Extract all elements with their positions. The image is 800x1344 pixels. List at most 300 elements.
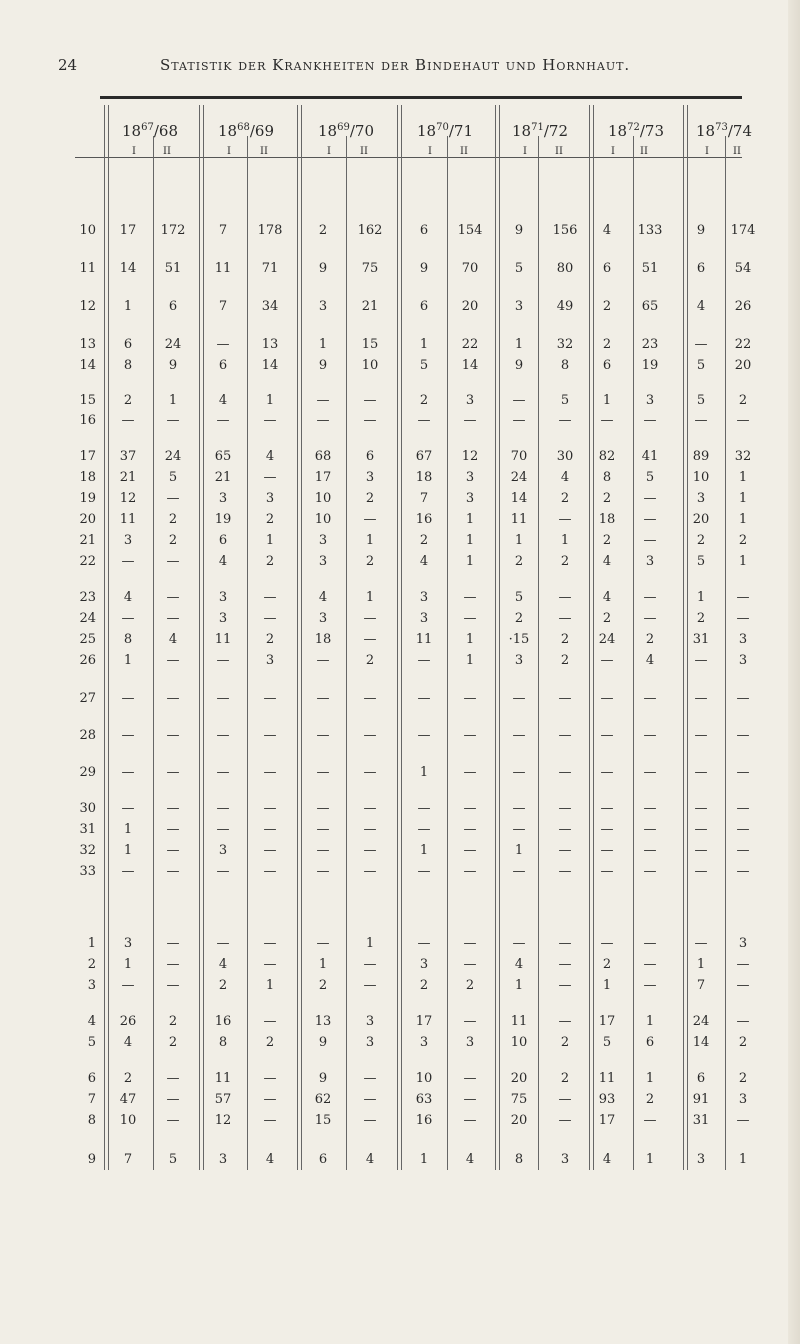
table-cell: 2 [560,1035,570,1050]
table-cell: 9 [318,358,328,373]
table-cell: — [216,936,230,951]
table-cell: 1 [696,957,706,972]
table-cell: — [643,801,657,816]
table-cell: 2 [265,554,275,569]
table-cell: 4 [602,223,612,238]
table-cell: — [512,765,526,780]
table-cell: 26 [119,1014,137,1029]
table-cell: 3 [419,1035,429,1050]
table-cell: 7 [696,978,706,993]
table-cell: — [463,864,477,879]
table-cell: 4 [218,554,228,569]
page-number: 24 [58,56,78,74]
table-cell: 37 [119,449,137,464]
table-cell: 1 [123,843,133,858]
table-cell: 6 [168,299,178,314]
table-cell: — [121,978,135,993]
table-cell: 8 [218,1035,228,1050]
table-cell: 1 [738,554,748,569]
table-cell: 9 [514,358,524,373]
table-cell: 9 [318,1035,328,1050]
table-cell: 3 [218,1152,228,1167]
table-cell: 21 [119,470,137,485]
table-cell: — [736,611,750,626]
table-cell: — [736,691,750,706]
table-cell: 63 [415,1092,433,1107]
table-cell: 4 [696,299,706,314]
table-cell: 3 [465,491,475,506]
row-label: 23 [79,590,96,605]
table-cell: 68 [314,449,332,464]
table-cell: 12 [461,449,479,464]
table-cell: 82 [598,449,616,464]
table-cell: — [643,864,657,879]
table-cell: 3 [560,1152,570,1167]
table-cell: 14 [461,358,479,373]
table-cell: — [694,337,708,352]
table-cell: 2 [265,1035,275,1050]
table-cell: — [263,936,277,951]
table-cell: — [363,864,377,879]
table-cell: 3 [365,1014,375,1029]
table-cell: 3 [419,957,429,972]
table-cell: 8 [123,632,133,647]
year-header: $18^{68}/69$ [218,122,274,140]
table-cell: 3 [696,1152,706,1167]
table-cell: 75 [361,261,379,276]
table-cell: 14 [119,261,137,276]
table-cell: 4 [265,1152,275,1167]
table-cell: 4 [465,1152,475,1167]
table-cell: 1 [645,1071,655,1086]
table-cell: 5 [168,470,178,485]
table-cell: — [643,512,657,527]
table-cell: — [558,728,572,743]
table-cell: — [417,413,431,428]
table-cell: — [643,413,657,428]
table-cell: 65 [641,299,659,314]
table-cell: 2 [419,533,429,548]
table-cell: — [736,801,750,816]
table-cell: — [417,822,431,837]
table-cell: 34 [261,299,279,314]
table-cell: — [263,822,277,837]
table-cell: 91 [692,1092,710,1107]
table-cell: 3 [465,1035,475,1050]
row-label: 4 [87,1014,96,1029]
table-cell: 3 [738,936,748,951]
table-cell: 8 [602,470,612,485]
row-label: 13 [79,337,96,352]
table-cell: — [166,1113,180,1128]
row-label: 8 [87,1113,96,1128]
table-cell: 14 [692,1035,710,1050]
table-cell: — [558,1113,572,1128]
table-cell: — [216,801,230,816]
table-cell: — [512,801,526,816]
table-cell: 1 [465,632,475,647]
table-cell: 20 [734,358,752,373]
table-cell: — [316,413,330,428]
table-cell: 4 [560,470,570,485]
table-cell: 2 [365,491,375,506]
table-cell: 1 [265,393,275,408]
table-cell: — [463,611,477,626]
table-cell: — [512,413,526,428]
table-cell: 11 [214,632,232,647]
table-cell: — [736,413,750,428]
table-cell: — [166,590,180,605]
table-cell: 1 [514,843,524,858]
table-cell: — [417,653,431,668]
table-cell: — [363,393,377,408]
table-cell: — [363,1071,377,1086]
table-cell: 3 [645,393,655,408]
table-cell: 3 [465,393,475,408]
table-cell: 6 [696,1071,706,1086]
table-cell: — [558,1092,572,1107]
row-label: 19 [79,491,96,506]
row-label: 27 [79,691,96,706]
table-cell: 2 [602,299,612,314]
table-cell: 1 [168,393,178,408]
table-cell: — [558,512,572,527]
table-cell: 2 [645,1092,655,1107]
table-cell: 3 [218,491,228,506]
table-cell: 3 [696,491,706,506]
row-label: 7 [87,1092,96,1107]
table-cell: — [463,765,477,780]
table-cell: 3 [318,554,328,569]
row-label: 18 [79,470,96,485]
row-label: 2 [87,957,96,972]
table-cell: — [558,843,572,858]
table-cell: 5 [514,261,524,276]
table-cell: 7 [419,491,429,506]
page-title: Statistik der Krankheiten der Bindehaut und Hornhaut. [160,56,631,74]
table-cell: 21 [361,299,379,314]
table-cell: — [736,1113,750,1128]
table-cell: — [363,611,377,626]
table-cell: — [463,1113,477,1128]
table-cell: 1 [738,1152,748,1167]
table-cell: 10 [314,491,332,506]
table-cell: 3 [738,653,748,668]
table-cell: — [316,864,330,879]
table-cell: — [121,611,135,626]
table-cell: 19 [641,358,659,373]
table-cell: — [216,691,230,706]
table-cell: 89 [692,449,710,464]
table-cell: — [316,691,330,706]
table-cell: 6 [419,299,429,314]
table-cell: — [694,864,708,879]
table-cell: 1 [465,554,475,569]
table-cell: 1 [265,978,275,993]
table-cell: 1 [514,337,524,352]
table-cell: 2 [168,533,178,548]
table-cell: 3 [365,470,375,485]
table-cell: — [166,936,180,951]
table-cell: 10 [119,1113,137,1128]
table-cell: — [512,864,526,879]
row-label: 9 [87,1152,96,1167]
row-label: 30 [79,801,96,816]
table-cell: 16 [415,512,433,527]
table-cell: — [463,822,477,837]
table-cell: 51 [641,261,659,276]
table-cell: 1 [419,843,429,858]
row-label: 14 [79,358,96,373]
table-cell: — [736,590,750,605]
table-cell: — [600,728,614,743]
table-cell: — [166,691,180,706]
table-cell: 1 [602,978,612,993]
row-label: 1 [87,936,96,951]
table-cell: 1 [365,590,375,605]
table-cell: 5 [602,1035,612,1050]
table-cell: — [263,470,277,485]
table-cell: 54 [734,261,752,276]
table-cell: 65 [214,449,232,464]
table-cell: 31 [692,1113,710,1128]
table-cell: 4 [265,449,275,464]
table-cell: 2 [265,632,275,647]
table-cell: 18 [415,470,433,485]
row-label: 22 [79,554,96,569]
table-cell: 2 [738,1035,748,1050]
table-cell: 3 [318,533,328,548]
table-cell: 21 [214,470,232,485]
table-cell: 1 [123,653,133,668]
table-cell: 17 [598,1113,616,1128]
table-cell: — [463,413,477,428]
table-cell: 75 [510,1092,528,1107]
table-cell: 6 [696,261,706,276]
table-cell: 80 [556,261,574,276]
table-cell: 6 [645,1035,655,1050]
table-cell: 1 [123,299,133,314]
table-cell: — [263,590,277,605]
sub-header-i: I [611,146,615,157]
table-cell: 11 [415,632,433,647]
row-label: 6 [87,1071,96,1086]
table-cell: — [216,728,230,743]
table-cell: — [643,691,657,706]
table-cell: 156 [552,223,578,238]
table-cell: 3 [218,590,228,605]
table-cell: — [643,822,657,837]
table-cell: — [417,801,431,816]
table-cell: 5 [645,470,655,485]
table-cell: 6 [602,358,612,373]
table-cell: 20 [692,512,710,527]
table-cell: 1 [419,1152,429,1167]
year-header: $18^{72}/73$ [608,122,664,140]
table-cell: — [643,491,657,506]
table-cell: — [694,822,708,837]
sub-header-i: I [523,146,527,157]
table-cell: — [121,801,135,816]
table-cell: 2 [602,957,612,972]
table-cell: 1 [514,533,524,548]
table-cell: 4 [218,957,228,972]
table-cell: 7 [218,299,228,314]
sub-header-ii: II [260,146,268,157]
table-cell: 14 [510,491,528,506]
table-cell: — [363,978,377,993]
table-cell: 16 [415,1113,433,1128]
table-cell: 1 [365,533,375,548]
table-cell: — [694,936,708,951]
table-cell: — [558,936,572,951]
table-cell: — [643,978,657,993]
row-label: 25 [79,632,96,647]
table-cell: 2 [419,393,429,408]
table-cell: ·15 [508,632,530,647]
table-cell: 1 [318,337,328,352]
header-rule [100,96,742,99]
table-cell: 23 [641,337,659,352]
table-cell: 2 [365,653,375,668]
table-cell: 3 [218,843,228,858]
table-cell: 154 [457,223,483,238]
table-cell: 1 [465,653,475,668]
sub-header-ii: II [640,146,648,157]
table-cell: 2 [123,393,133,408]
table-cell: 1 [560,533,570,548]
table-cell: 10 [361,358,379,373]
table-cell: — [643,611,657,626]
year-header: $18^{67}/68$ [122,122,178,140]
table-cell: 17 [415,1014,433,1029]
table-cell: 7 [218,223,228,238]
row-label: 32 [79,843,96,858]
table-cell: 20 [461,299,479,314]
table-cell: — [363,1113,377,1128]
year-header: $18^{71}/72$ [512,122,568,140]
table-cell: 26 [734,299,752,314]
table-cell: 24 [164,449,182,464]
table-cell: 2 [738,393,748,408]
table-cell: 3 [265,491,275,506]
row-label: 21 [79,533,96,548]
table-cell: 5 [696,358,706,373]
table-cell: — [694,765,708,780]
table-cell: 174 [730,223,756,238]
table-cell: — [263,957,277,972]
table-cell: 17 [119,223,137,238]
row-label: 16 [79,413,96,428]
table-cell: — [363,512,377,527]
table-cell: 2 [560,632,570,647]
sub-header-i: I [327,146,331,157]
table-cell: — [216,413,230,428]
table-cell: 2 [738,533,748,548]
row-label: 28 [79,728,96,743]
table-cell: — [263,1113,277,1128]
table-cell: 1 [265,533,275,548]
table-cell: — [166,801,180,816]
table-cell: — [363,765,377,780]
table-cell: — [643,728,657,743]
table-cell: 3 [318,299,328,314]
table-cell: — [166,1092,180,1107]
table-cell: 1 [738,512,748,527]
table-cell: 19 [214,512,232,527]
table-cell: — [263,864,277,879]
table-cell: — [166,978,180,993]
table-cell: — [166,653,180,668]
table-cell: — [558,978,572,993]
row-label: 10 [79,223,96,238]
table-cell: — [166,491,180,506]
table-cell: 5 [696,554,706,569]
table-cell: — [363,843,377,858]
sub-header-ii: II [555,146,563,157]
table-cell: — [694,653,708,668]
table-cell: 13 [261,337,279,352]
table-cell: — [558,765,572,780]
table-cell: — [263,1014,277,1029]
table-cell: 1 [645,1014,655,1029]
table-cell: 3 [123,533,133,548]
table-cell: — [216,864,230,879]
table-cell: 71 [261,261,279,276]
table-cell: 13 [314,1014,332,1029]
table-cell: — [736,957,750,972]
table-cell: — [558,957,572,972]
table-cell: 9 [318,261,328,276]
table-cell: — [512,691,526,706]
table-cell: 22 [734,337,752,352]
table-cell: 11 [214,1071,232,1086]
table-cell: 3 [738,632,748,647]
table-cell: — [558,864,572,879]
table-cell: — [166,822,180,837]
table-cell: — [121,691,135,706]
table-cell: — [166,554,180,569]
table-cell: 8 [123,358,133,373]
table-cell: 70 [510,449,528,464]
table-cell: — [600,413,614,428]
table-cell: — [263,801,277,816]
table-cell: 4 [123,1035,133,1050]
table-cell: 1 [696,590,706,605]
table-cell: — [121,728,135,743]
table-cell: 31 [692,632,710,647]
table-cell: — [263,1071,277,1086]
table-cell: — [736,728,750,743]
table-cell: — [694,843,708,858]
row-label: 31 [79,822,96,837]
table-cell: — [166,765,180,780]
table-cell: — [166,843,180,858]
table-cell: 8 [514,1152,524,1167]
table-cell: 3 [419,611,429,626]
table-cell: 5 [168,1152,178,1167]
table-cell: — [363,632,377,647]
table-cell: — [417,936,431,951]
table-cell: 47 [119,1092,137,1107]
table-cell: 24 [164,337,182,352]
table-cell: 1 [123,822,133,837]
sub-header-ii: II [460,146,468,157]
table-cell: 14 [261,358,279,373]
table-cell: — [600,822,614,837]
table-cell: 16 [214,1014,232,1029]
table-cell: 20 [510,1071,528,1086]
